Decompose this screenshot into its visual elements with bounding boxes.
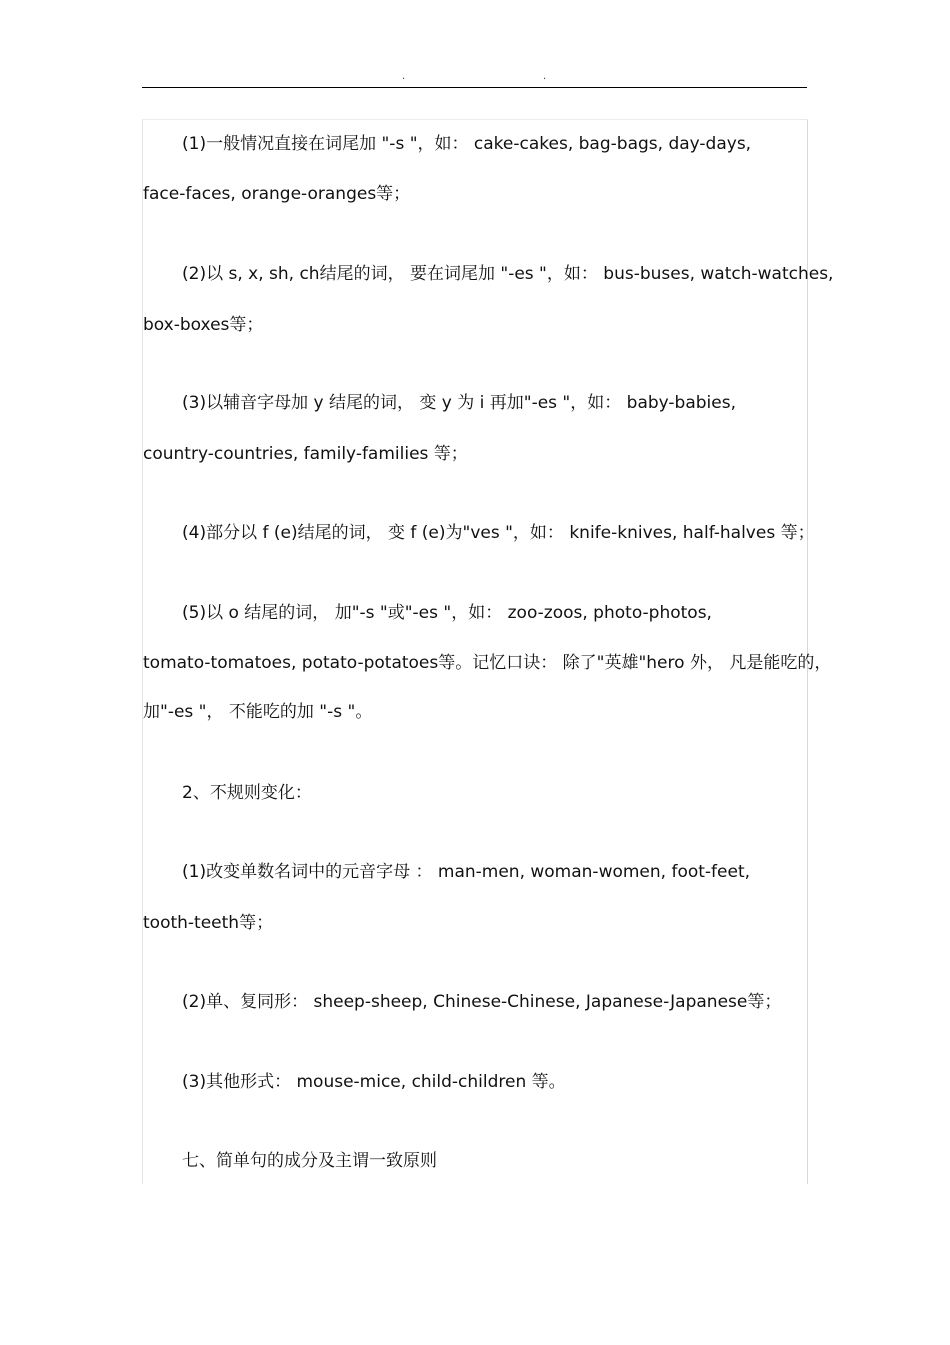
rule-3-line-1: (3)以辅音字母加 y 结尾的词， 变 y 为 i 再加"-es "，如： baby-babies,	[182, 393, 736, 413]
rule-3-line-2: country-countries, family-families 等；	[143, 444, 468, 464]
rule-4-line-1: (4)部分以 f (e)结尾的词， 变 f (e)为"ves "，如： knife-knives, half-halves 等；	[182, 523, 815, 543]
irregular-3-line-1: (3)其他形式： mouse-mice, child-children 等。	[182, 1072, 566, 1092]
rule-5-line-2: tomato-tomatoes, potato-potatoes等。记忆口诀： 除了"英雄"hero 外， 凡是能吃的，	[143, 653, 832, 673]
irregular-1-line-1: (1)改变单数名词中的元音字母 ： man-men, woman-women, foot-feet,	[182, 862, 751, 882]
rule-2-line-1: (2)以 s, x, sh, ch结尾的词， 要在词尾加 "-es "，如： bus-buses, watch-watches,	[182, 264, 834, 284]
section-seven-heading: 七、简单句的成分及主谓一致原则	[182, 1151, 437, 1171]
rule-1-line-2: face-faces, orange-oranges等；	[143, 184, 411, 204]
header-rule	[142, 87, 807, 88]
rule-5-line-1: (5)以 o 结尾的词， 加"-s "或"-es "，如： zoo-zoos, photo-photos,	[182, 603, 712, 623]
irregular-2-line-1: (2)单、复同形： sheep-sheep, Chinese-Chinese, Japanese-Japanese等；	[182, 992, 782, 1012]
header-dot-right: .	[543, 71, 547, 82]
rule-1-line-1: (1)一般情况直接在词尾加 "-s "，如： cake-cakes, bag-bags, day-days,	[182, 134, 752, 154]
section-irregular-heading: 2、不规则变化：	[182, 783, 312, 803]
rule-5-line-3: 加"-es "， 不能吃的加 "-s "。	[143, 702, 373, 722]
rule-2-line-2: box-boxes等；	[143, 315, 264, 335]
irregular-1-line-2: tooth-teeth等；	[143, 913, 274, 933]
header-dot-left: .	[402, 71, 406, 82]
page-header-marks	[0, 72, 950, 84]
